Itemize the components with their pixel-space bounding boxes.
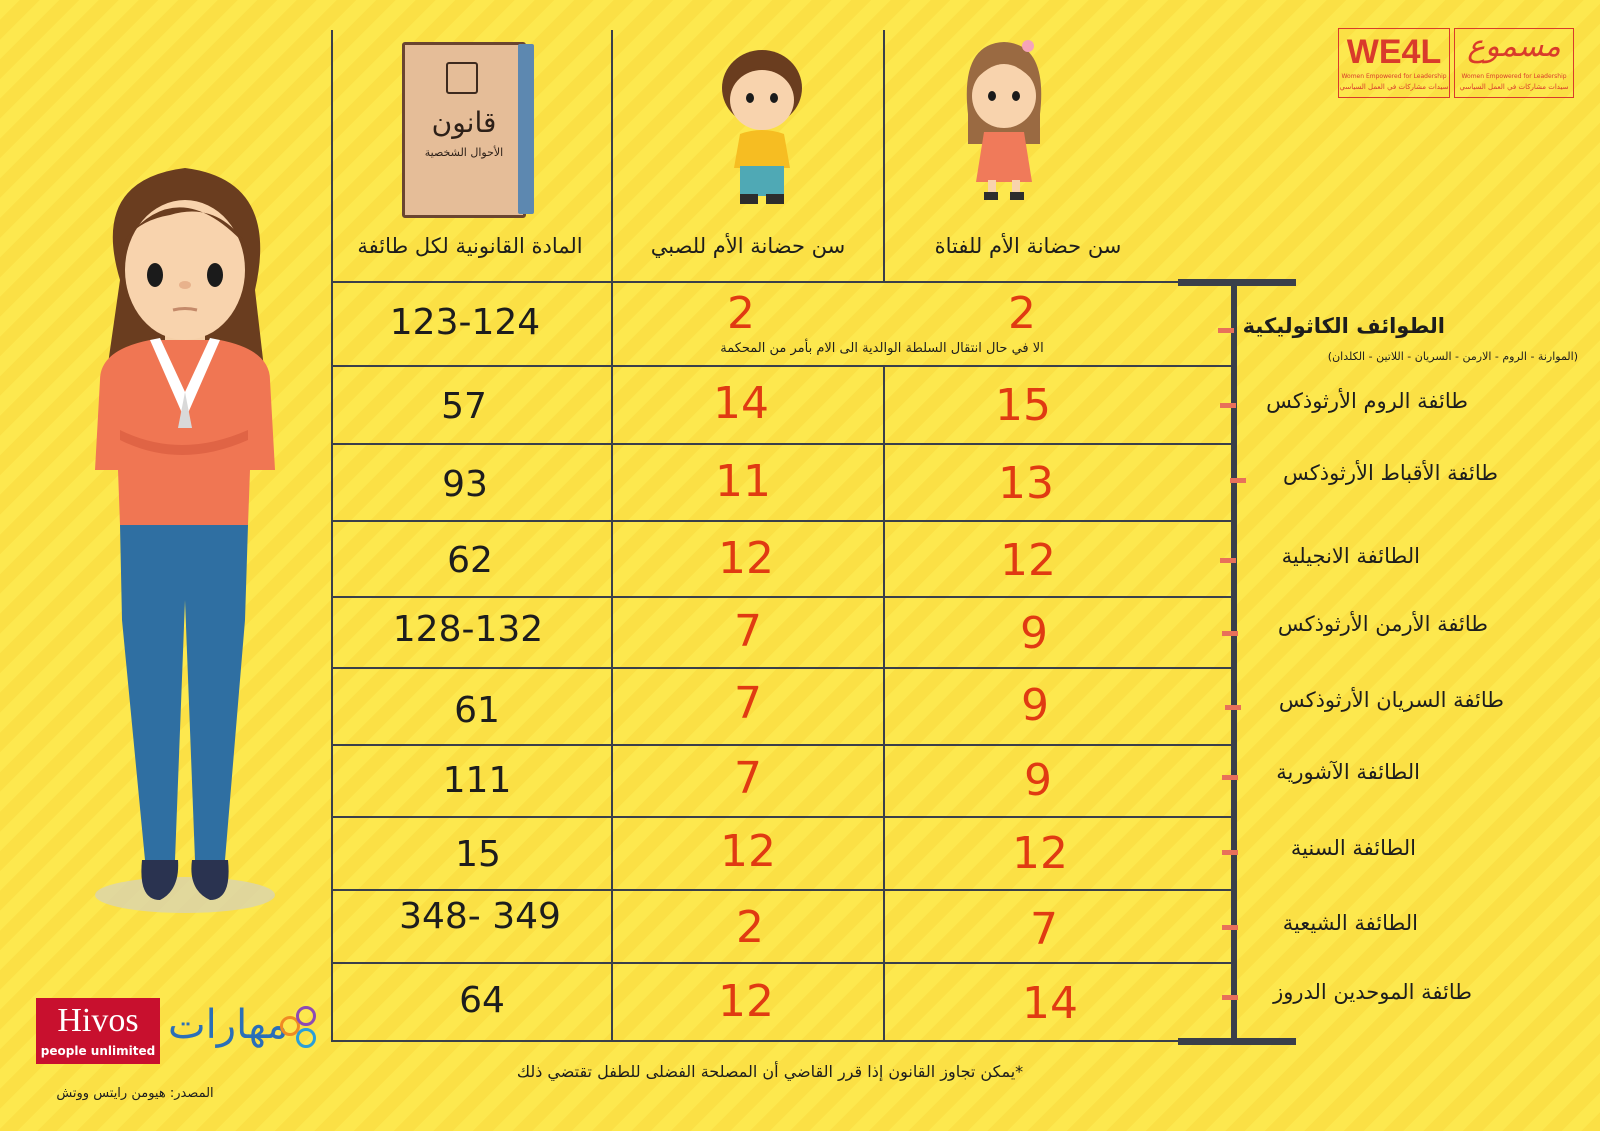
article-catholic: 123-124 xyxy=(389,302,541,343)
maharat-dot-blue-icon xyxy=(296,1028,316,1048)
girl-age-copt: 13 xyxy=(998,458,1054,509)
masmou-arabic: سيدات مشاركات في العمل السياسي xyxy=(1459,83,1569,91)
book-subtitle: الأحوال الشخصية xyxy=(424,146,504,159)
we4l-arabic: سيدات مشاركات في العمل السياسي xyxy=(1339,83,1449,91)
girl-age-syriac: 9 xyxy=(1021,680,1049,731)
boy-age-evangelical: 12 xyxy=(718,533,774,584)
boy-age-syriac: 7 xyxy=(734,678,762,729)
article-druze: 64 xyxy=(459,980,505,1021)
girl-age-shia: 7 xyxy=(1030,904,1058,955)
we4l-logo xyxy=(1338,28,1450,98)
sect-rum-orthodox: طائفة الروم الأرثوذكس xyxy=(1266,389,1468,413)
masmou-logo-text: مسموع xyxy=(1467,29,1561,64)
sect-armenian-orthodox: طائفة الأرمن الأرثوذكس xyxy=(1277,612,1488,636)
boy-age-assyrian: 7 xyxy=(734,753,762,804)
girl-age-assyrian: 9 xyxy=(1024,755,1052,806)
boy-age-shia: 2 xyxy=(736,902,764,953)
sect-evangelical: الطائفة الانجيلية xyxy=(1281,544,1420,568)
sect-syriac-orthodox: طائفة السريان الأرثوذكس xyxy=(1278,688,1504,712)
boy-age-armenian: 7 xyxy=(734,606,762,657)
sect-druze: طائفة الموحدين الدروز xyxy=(1273,980,1472,1004)
masmou-logo xyxy=(1454,28,1574,98)
sect-shia: الطائفة الشيعية xyxy=(1282,911,1418,935)
header-legal-article: المادة القانونية لكل طائفة xyxy=(357,234,583,258)
article-sunni: 15 xyxy=(455,834,501,875)
sect-catholic: الطوائف الكاثوليكية xyxy=(1242,314,1445,338)
hivos-tagline: people unlimited xyxy=(40,1044,156,1058)
maharat-logo xyxy=(168,996,318,1062)
girl-age-catholic: 2 xyxy=(1008,288,1036,339)
book-title: قانون xyxy=(431,106,497,139)
header-boy-custody-age: سن حضانة الأم للصبي xyxy=(650,234,846,258)
girl-age-rum: 15 xyxy=(995,380,1051,431)
article-rum: 57 xyxy=(441,386,487,427)
book-emblem-icon xyxy=(446,62,478,94)
maharat-dot-purple-icon xyxy=(296,1006,316,1026)
catholic-note: الا في حال انتقال السلطة الوالدية الى الام بأمر من المحكمة xyxy=(720,341,1044,356)
boy-illustration xyxy=(712,38,812,210)
header-girl-custody-age: سن حضانة الأم للفتاة xyxy=(934,234,1122,258)
footnote: *يمكن تجاوز القانون إذا قرر القاضي أن المصلحة الفضلى للطفل تقتضي ذلك xyxy=(516,1062,1024,1081)
article-copt: 93 xyxy=(442,464,488,505)
source: المصدر: هيومن رايتس ووتش xyxy=(56,1086,214,1101)
boy-age-rum: 14 xyxy=(713,378,769,429)
we4l-logo-text: WE4L xyxy=(1346,33,1442,71)
girl-age-armenian: 9 xyxy=(1020,608,1048,659)
masmou-caption: Women Empowered for Leadership xyxy=(1461,73,1567,80)
hivos-logo xyxy=(36,998,160,1064)
catholic-subsects: (الموارنة - الروم - الارمن - السريان - اللاتين - الكلدان) xyxy=(1327,350,1578,363)
hivos-logo-text: Hivos xyxy=(57,1002,139,1039)
sect-assyrian: الطائفة الآشورية xyxy=(1276,760,1420,784)
sect-copt-orthodox: طائفة الأقباط الأرثوذكس xyxy=(1283,461,1498,485)
we4l-caption: Women Empowered for Leadership xyxy=(1341,73,1447,80)
girl-age-evangelical: 12 xyxy=(1000,535,1056,586)
boy-age-catholic: 2 xyxy=(727,288,755,339)
article-evangelical: 62 xyxy=(447,540,493,581)
girl-age-sunni: 12 xyxy=(1012,828,1068,879)
law-book xyxy=(402,42,536,214)
article-shia: 348- 349 xyxy=(399,896,561,937)
maharat-logo-text: مهارات xyxy=(168,1002,289,1048)
article-armenian: 128-132 xyxy=(392,609,544,650)
boy-age-druze: 12 xyxy=(718,976,774,1027)
boy-age-copt: 11 xyxy=(715,456,771,507)
girl-age-druze: 14 xyxy=(1022,978,1078,1029)
woman-illustration xyxy=(60,160,300,940)
article-syriac: 61 xyxy=(454,690,500,731)
girl-illustration xyxy=(954,34,1054,204)
article-assyrian: 111 xyxy=(442,760,512,801)
boy-age-sunni: 12 xyxy=(720,826,776,877)
sect-sunni: الطائفة السنية xyxy=(1290,836,1416,860)
